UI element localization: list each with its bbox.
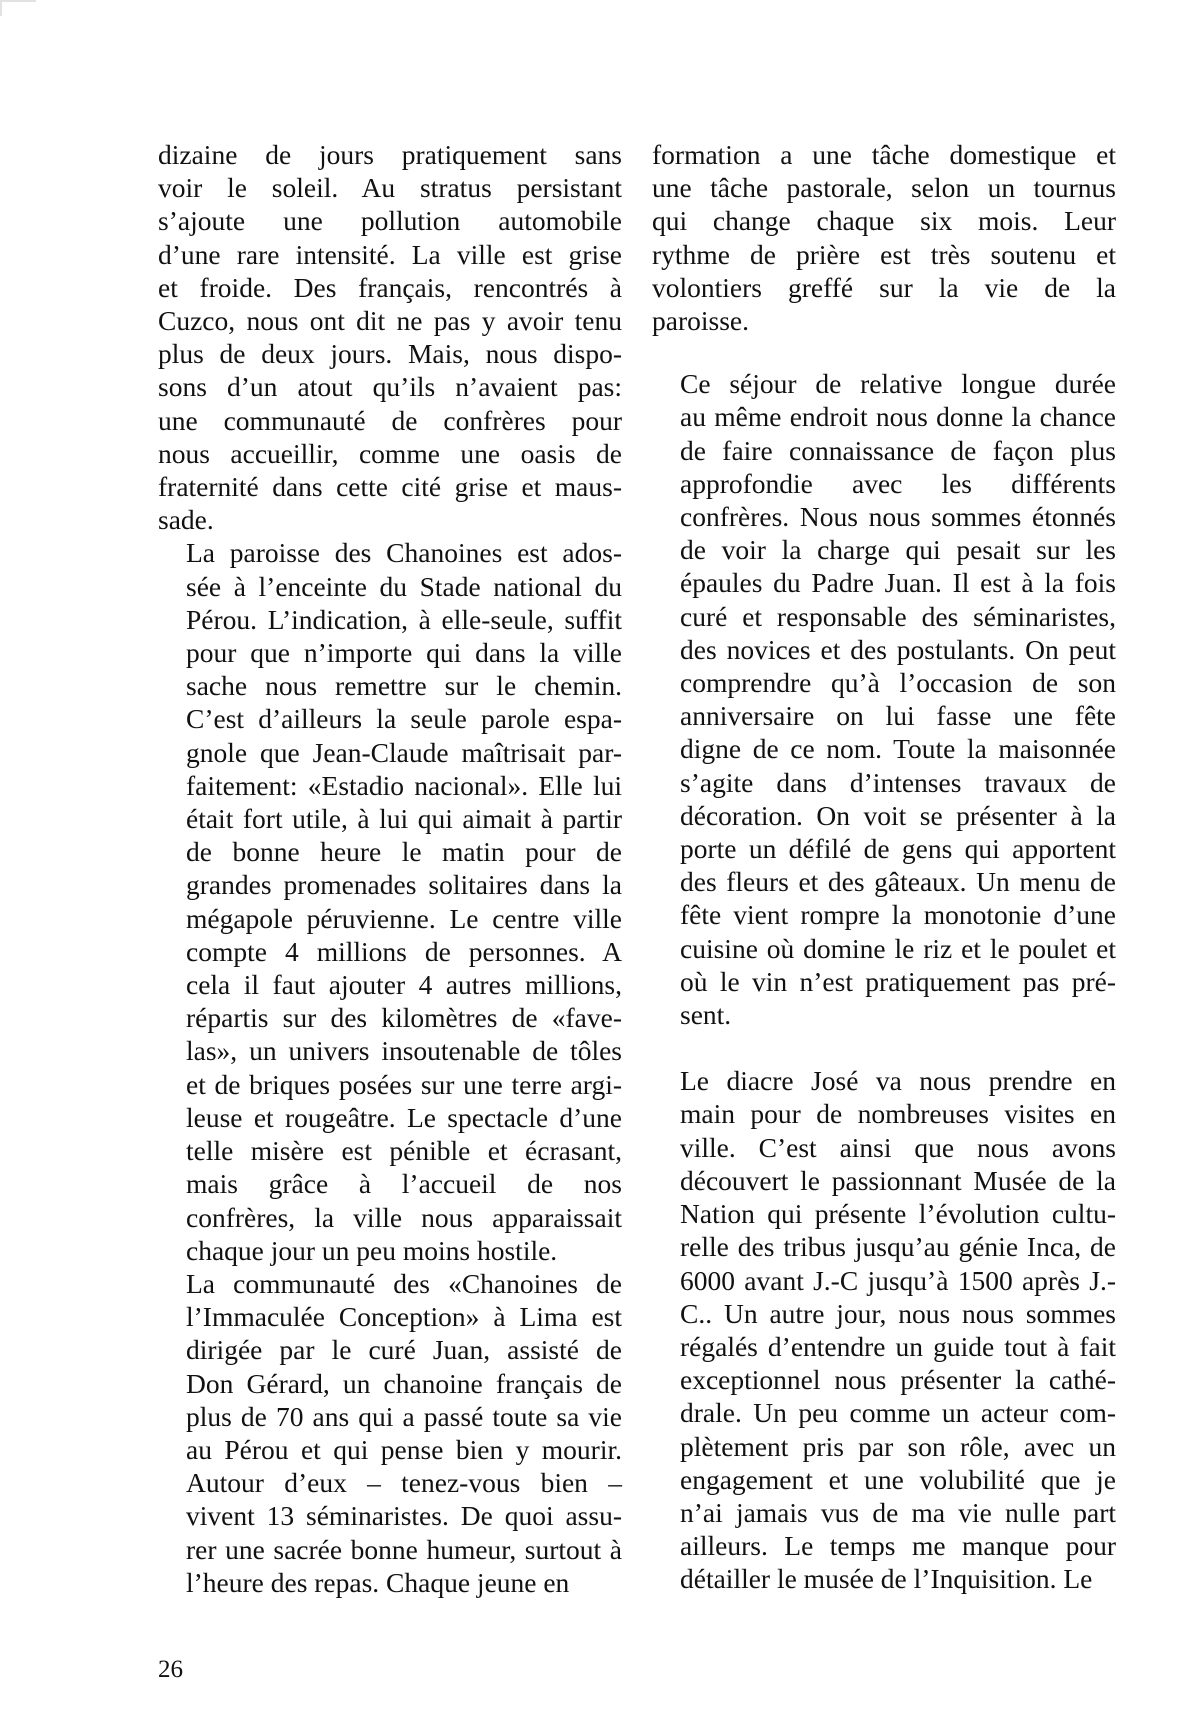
text-line: C.. Un autre jour, nous nous sommes [680,1297,1116,1329]
text-line: cela il faut ajouter 4 autres millions, [186,969,622,1001]
text-line: telle misère est pénible et écrasant, [186,1135,622,1167]
text-line: leuse et rougeâtre. Le spectacle d’une [186,1101,622,1133]
text-line: nous accueillir, comme une oasis de [158,437,622,469]
text-line: exceptionnel nous présenter la cathé- [680,1364,1116,1396]
text-line: compte 4 millions de personnes. A [186,935,622,967]
paragraph-left-3 [158,1267,622,1599]
text-line: approfondie avec les différents [680,467,1116,499]
text-line: Cuzco, nous ont dit ne pas y avoir tenu [158,305,622,337]
text-line: sée à l’enceinte du Stade national du [186,570,622,602]
text-line: La paroisse des Chanoines est ados- [186,537,622,569]
text-line: sent. [680,999,732,1031]
text-line: sache nous remettre sur le chemin. [186,670,622,702]
text-line: confrères, la ville nous apparaissait [186,1201,622,1233]
text-line: digne de ce nom. Toute la maisonnée [680,733,1116,765]
text-line: relle des tribus jusqu’au génie Inca, de [680,1231,1116,1263]
text-line: voir le soleil. Au stratus persistant [158,172,622,204]
text-line: La communauté des «Chanoines de [186,1267,622,1299]
text-line: où le vin n’est pratiquement pas pré- [680,965,1116,997]
text-line: paroisse. [652,305,749,337]
text-line: une communauté de confrères pour [158,404,622,436]
text-line: rythme de prière est très soutenu et [652,238,1116,270]
text-line: comprendre qu’à l’occasion de son [680,667,1116,699]
text-line: las», un univers insoutenable de tôles [186,1035,622,1067]
text-line: plus de deux jours. Mais, nous dispo- [158,338,622,370]
text-line: sade. [158,504,214,536]
paragraph-right-2 [652,367,1116,1031]
text-line: Autour d’eux – tenez-vous bien – [186,1467,622,1499]
text-line: l’Immaculée Conception» à Lima est [186,1301,622,1333]
right-column [652,138,1116,1596]
text-line: de faire connaissance de façon plus [680,434,1116,466]
text-line: fête vient rompre la monotonie d’une [680,899,1116,931]
text-line: Le diacre José va nous prendre en [680,1065,1116,1097]
text-line: de voir la charge qui pesait sur les [680,534,1116,566]
text-line: au Pérou et qui pense bien y mourir. [186,1433,622,1465]
text-line: engagement et une volubilité que je [680,1463,1116,1495]
text-line: dirigée par le curé Juan, assisté de [186,1334,622,1366]
text-line: rer une sacrée bonne humeur, surtout à [186,1533,622,1565]
page-number: 26 [158,1656,183,1683]
text-line: qui change chaque six mois. Leur [652,205,1116,237]
text-line: des novices et des postulants. On peut [680,633,1116,665]
text-line: formation a une tâche domestique et [652,139,1116,170]
text-line: dizaine de jours pratiquement sans [158,139,622,170]
text-line: ville. C’est ainsi que nous avons [680,1131,1116,1163]
text-line: vivent 13 séminaristes. De quoi assu- [186,1500,622,1532]
text-line: au même endroit nous donne la chance [680,401,1116,433]
text-line: épaules du Padre Juan. Il est à la fois [680,567,1116,599]
text-line: drale. Un peu comme un acteur com- [680,1397,1116,1429]
text-line: une tâche pastorale, selon un tournus [652,172,1116,204]
text-line: curé et responsable des séminaristes, [680,600,1116,632]
text-line: faitement: «Estadio nacional». Elle lui [186,769,622,801]
text-line: n’ai jamais vus de ma vie nulle part [680,1496,1116,1528]
text-line: volontiers greffé sur la vie de la [652,271,1116,303]
paragraph-right-1 [652,138,1116,337]
text-line: pour que n’importe qui dans la ville [186,637,622,669]
text-line: fraternité dans cette cité grise et maus- [158,471,622,503]
scan-edge-mark [0,0,36,16]
text-line: ailleurs. Le temps me manque pour [680,1530,1116,1562]
text-line: découvert le passionnant Musée de la [680,1164,1116,1196]
text-line: des fleurs et des gâteaux. Un menu de [680,866,1116,898]
text-line: de bonne heure le matin pour de [186,836,622,868]
text-line: décoration. On voit se présenter à la [680,799,1116,831]
text-line: mais grâce à l’accueil de nos [186,1168,622,1200]
text-line: grandes promenades solitaires dans la [186,869,622,901]
text-line: d’une rare intensité. La ville est grise [158,238,622,270]
text-line: C’est d’ailleurs la seule parole espa- [186,703,622,735]
text-line: sons d’un atout qu’ils n’avaient pas: [158,371,622,403]
text-line: et froide. Des français, rencontrés à [158,271,622,303]
text-line: détailler le musée de l’Inquisition. Le [680,1563,1093,1595]
text-line: s’agite dans d’intenses travaux de [680,766,1116,798]
text-line: plètement pris par son rôle, avec un [680,1430,1116,1462]
text-line: régalés d’entendre un guide tout à fait [680,1330,1116,1362]
text-line: gnole que Jean-Claude maîtrisait par- [186,736,622,768]
text-line: porte un défilé de gens qui apportent [680,833,1116,865]
text-line: plus de 70 ans qui a passé toute sa vie [186,1400,622,1432]
text-line: répartis sur des kilomètres de «fave- [186,1002,622,1034]
text-line: main pour de nombreuses visites en [680,1098,1116,1130]
text-line: Pérou. L’indication, à elle-seule, suffit [186,603,622,635]
paragraph-left-2 [158,536,622,1266]
text-line: chaque jour un peu moins hostile. [186,1234,558,1266]
text-line: était fort utile, à lui qui aimait à partir [186,803,622,835]
text-line: Don Gérard, un chanoine français de [186,1367,622,1399]
text-line: et de briques posées sur une terre argi- [186,1068,622,1100]
text-line: Ce séjour de relative longue durée [680,368,1116,400]
text-line: 6000 avant J.-C jusqu’à 1500 après J.- [680,1264,1116,1296]
left-column [158,138,622,1599]
text-line: confrères. Nous nous sommes étonnés [680,501,1116,533]
text-line: s’ajoute une pollution automobile [158,205,622,237]
paragraph-left-1 [158,138,622,536]
text-line: l’heure des repas. Chaque jeune en [186,1566,570,1598]
paragraph-right-3 [652,1064,1116,1595]
text-line: cuisine où domine le riz et le poulet et [680,932,1116,964]
text-line: anniversaire on lui fasse une fête [680,700,1116,732]
text-line: Nation qui présente l’évolution cultu- [680,1198,1116,1230]
text-line: mégapole péruvienne. Le centre ville [186,902,622,934]
